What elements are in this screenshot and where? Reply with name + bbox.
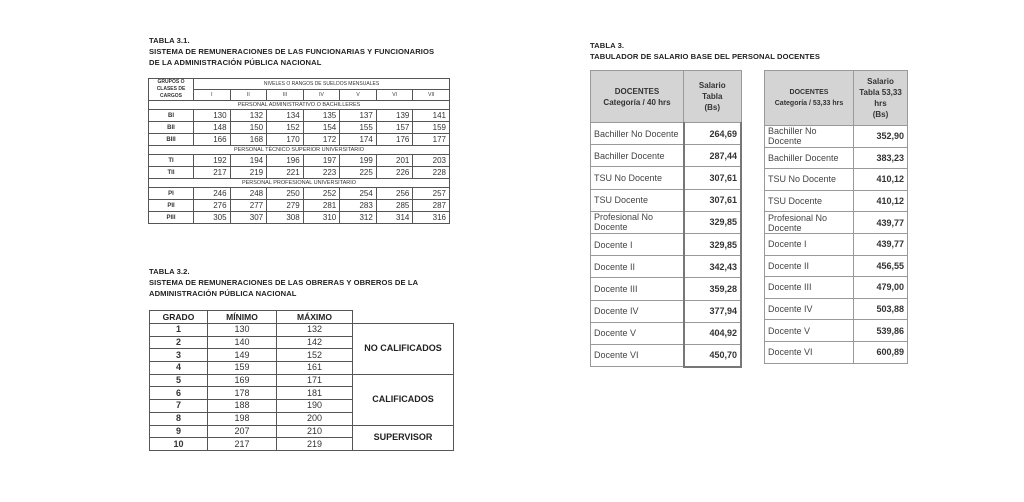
maximo-cell: 142 <box>276 336 352 349</box>
table-row <box>591 300 742 322</box>
header-minimo: MÍNIMO <box>208 311 277 324</box>
salary-cell: 308 <box>267 212 304 224</box>
salary-cell: 150 <box>230 122 267 134</box>
category-cell: SUPERVISOR <box>353 425 454 450</box>
header-salario-line: Salario <box>698 81 726 90</box>
salary-cell: 539,86 <box>854 320 908 342</box>
table-row <box>591 145 742 167</box>
tabla3-5333hrs-table <box>764 70 908 364</box>
maximo-cell: 161 <box>276 362 352 375</box>
salary-cell: 359,28 <box>684 278 742 300</box>
tabla3-caption <box>590 40 820 62</box>
table-row <box>765 190 908 212</box>
salary-cell: 276 <box>194 200 231 212</box>
maximo-cell: 190 <box>276 400 352 413</box>
table-row <box>149 188 450 200</box>
level-header: V <box>340 90 377 101</box>
maximo-cell: 219 <box>276 438 352 451</box>
grado-cell: 8 <box>150 412 208 425</box>
salary-cell: 503,88 <box>854 298 908 320</box>
table-row <box>591 211 742 233</box>
minimo-cell: 159 <box>208 362 277 375</box>
table-row <box>149 167 450 179</box>
category-cell: Docente IV <box>591 300 684 322</box>
salary-cell: 287,44 <box>684 145 742 167</box>
salary-cell: 219 <box>230 167 267 179</box>
salary-cell: 226 <box>376 167 413 179</box>
category-cell: Profesional No Docente <box>591 211 684 233</box>
grado-cell: 2 <box>150 336 208 349</box>
section-title: PERSONAL ADMINISTRATIVO O BACHILLERES <box>149 101 450 110</box>
table-row <box>149 155 450 167</box>
salary-cell: 450,70 <box>684 344 742 366</box>
class-code: TI <box>149 155 194 167</box>
maximo-cell: 181 <box>276 387 352 400</box>
salary-cell: 305 <box>194 212 231 224</box>
maximo-cell: 210 <box>276 425 352 438</box>
minimo-cell: 188 <box>208 400 277 413</box>
salary-cell: 177 <box>413 134 450 146</box>
salary-cell: 159 <box>413 122 450 134</box>
salary-cell: 264,69 <box>684 123 742 145</box>
level-header: VII <box>413 90 450 101</box>
table-row <box>591 167 742 189</box>
salary-cell: 329,85 <box>684 233 742 255</box>
salary-cell: 137 <box>340 110 377 122</box>
salary-cell: 157 <box>376 122 413 134</box>
grado-cell: 1 <box>150 324 208 337</box>
category-cell: NO CALIFICADOS <box>353 324 454 375</box>
levels-header: NIVELES O RANGOS DE SUELDOS MENSUALES <box>194 79 450 90</box>
tabla31-title-line1: SISTEMA DE REMUNERACIONES DE LAS FUNCIONARIAS Y FUNCIONARIOS <box>149 47 435 56</box>
table-row <box>765 341 908 363</box>
tabla32-header-row <box>150 311 454 324</box>
minimo-cell: 140 <box>208 336 277 349</box>
salary-cell: 168 <box>230 134 267 146</box>
table-row <box>150 324 454 337</box>
salary-cell: 307 <box>230 212 267 224</box>
category-cell: Docente I <box>765 233 854 255</box>
maximo-cell: 132 <box>276 324 352 337</box>
header-salario-line: (Bs) <box>872 110 889 119</box>
class-code: BI <box>149 110 194 122</box>
table-row <box>765 212 908 234</box>
salary-cell: 176 <box>376 134 413 146</box>
grado-cell: 7 <box>150 400 208 413</box>
salary-cell: 166 <box>194 134 231 146</box>
maximo-cell: 200 <box>276 412 352 425</box>
table-row <box>149 200 450 212</box>
category-cell: Docente III <box>765 277 854 299</box>
table-row <box>765 277 908 299</box>
header-salario-line: (Bs) <box>704 103 721 112</box>
table-row <box>591 256 742 278</box>
salary-cell: 194 <box>230 155 267 167</box>
tabla32-caption <box>149 266 418 299</box>
salary-cell: 257 <box>413 188 450 200</box>
level-header: IV <box>303 90 340 101</box>
salary-cell: 223 <box>303 167 340 179</box>
salary-cell: 250 <box>267 188 304 200</box>
salary-cell: 221 <box>267 167 304 179</box>
section-row <box>149 146 450 155</box>
salary-cell: 410,12 <box>854 190 908 212</box>
salary-cell: 312 <box>340 212 377 224</box>
table-row <box>765 320 908 342</box>
class-code: PI <box>149 188 194 200</box>
salary-cell: 314 <box>376 212 413 224</box>
header-docentes-5333 <box>765 71 854 126</box>
header-categoria-label: Categoría / 53,33 hrs <box>774 100 844 107</box>
section-row <box>149 101 450 110</box>
salary-cell: 199 <box>340 155 377 167</box>
salary-cell: 377,94 <box>684 300 742 322</box>
salary-cell: 252 <box>303 188 340 200</box>
grado-cell: 9 <box>150 425 208 438</box>
table-row <box>591 233 742 255</box>
tabla32-title-line1: SISTEMA DE REMUNERACIONES DE LAS OBRERAS Y OBREROS DE LA <box>149 278 419 287</box>
salary-cell: 196 <box>267 155 304 167</box>
table-row <box>150 425 454 438</box>
salary-cell: 228 <box>413 167 450 179</box>
category-cell: Bachiller Docente <box>765 147 854 169</box>
grado-cell: 5 <box>150 374 208 387</box>
group-header: GRUPOS O CLASES DE CARGOS <box>149 79 194 101</box>
salary-cell: 410,12 <box>854 169 908 191</box>
tabla31-caption <box>149 35 434 68</box>
category-cell: Bachiller Docente <box>591 145 684 167</box>
header-grado: GRADO <box>150 311 208 324</box>
grado-cell: 10 <box>150 438 208 451</box>
category-cell: Docente II <box>591 256 684 278</box>
table-row <box>150 374 454 387</box>
section-title: PERSONAL PROFESIONAL UNIVERSITARIO <box>149 179 450 188</box>
level-header: I <box>194 90 231 101</box>
header-categoria-label: Categoría / 40 hrs <box>603 97 671 107</box>
salary-cell: 192 <box>194 155 231 167</box>
salary-cell: 316 <box>413 212 450 224</box>
class-code: PIII <box>149 212 194 224</box>
table-row <box>149 134 450 146</box>
salary-cell: 203 <box>413 155 450 167</box>
header-docentes-label: DOCENTES <box>789 89 829 96</box>
section-row <box>149 179 450 188</box>
category-cell: Docente I <box>591 233 684 255</box>
category-cell: Docente IV <box>765 298 854 320</box>
table-row <box>765 126 908 148</box>
grado-cell: 4 <box>150 362 208 375</box>
category-cell: Bachiller No Docente <box>765 126 854 148</box>
header-salario-line: Tabla 53,33 <box>859 88 902 97</box>
table-row <box>765 255 908 277</box>
salary-cell: 130 <box>194 110 231 122</box>
salary-cell: 197 <box>303 155 340 167</box>
tabla3-title: TABULADOR DE SALARIO BASE DEL PERSONAL DOCENTES <box>590 52 820 61</box>
header-salario-5333 <box>854 71 908 126</box>
minimo-cell: 217 <box>208 438 277 451</box>
salary-cell: 281 <box>303 200 340 212</box>
category-cell: Profesional No Docente <box>765 212 854 234</box>
level-header: III <box>267 90 304 101</box>
salary-cell: 170 <box>267 134 304 146</box>
salary-cell: 307,61 <box>684 189 742 211</box>
salary-cell: 135 <box>303 110 340 122</box>
category-cell: Docente II <box>765 255 854 277</box>
salary-cell: 141 <box>413 110 450 122</box>
table-row <box>765 147 908 169</box>
salary-cell: 172 <box>303 134 340 146</box>
salary-cell: 201 <box>376 155 413 167</box>
grado-cell: 6 <box>150 387 208 400</box>
header-maximo: MÁXIMO <box>276 311 352 324</box>
header-salario-line: Tabla <box>702 92 723 101</box>
header-docentes-label: DOCENTES <box>614 86 660 96</box>
tabla32-title-line2: ADMINISTRACIÓN PÚBLICA NACIONAL <box>149 289 297 298</box>
maximo-cell: 152 <box>276 349 352 362</box>
salary-cell: 342,43 <box>684 256 742 278</box>
minimo-cell: 207 <box>208 425 277 438</box>
salary-cell: 139 <box>376 110 413 122</box>
table-row <box>765 233 908 255</box>
table-row <box>591 344 742 366</box>
tabla31-label: TABLA 3.1. <box>149 36 190 45</box>
salary-cell: 279 <box>267 200 304 212</box>
tabla31-title-line2: DE LA ADMINISTRACIÓN PÚBLICA NACIONAL <box>149 58 322 67</box>
salary-cell: 225 <box>340 167 377 179</box>
class-code: BII <box>149 122 194 134</box>
category-cell: Bachiller No Docente <box>591 123 684 145</box>
tabla3-label: TABLA 3. <box>590 41 625 50</box>
salary-cell: 246 <box>194 188 231 200</box>
maximo-cell: 171 <box>276 374 352 387</box>
salary-cell: 254 <box>340 188 377 200</box>
minimo-cell: 130 <box>208 324 277 337</box>
class-code: TII <box>149 167 194 179</box>
salary-cell: 287 <box>413 200 450 212</box>
section-title: PERSONAL TÉCNICO SUPERIOR UNIVERSITARIO <box>149 146 450 155</box>
table-row <box>591 322 742 344</box>
table-row <box>149 110 450 122</box>
tabla31-header-row <box>149 79 450 90</box>
tabla32-label: TABLA 3.2. <box>149 267 190 276</box>
tabla3-40hrs-table <box>590 70 742 368</box>
salary-cell: 310 <box>303 212 340 224</box>
salary-cell: 217 <box>194 167 231 179</box>
minimo-cell: 198 <box>208 412 277 425</box>
header-salario-line: Salario <box>867 77 894 86</box>
salary-cell: 152 <box>267 122 304 134</box>
salary-cell: 283 <box>340 200 377 212</box>
salary-cell: 479,00 <box>854 277 908 299</box>
tabla32-table <box>149 310 454 451</box>
salary-cell: 148 <box>194 122 231 134</box>
grado-cell: 3 <box>150 349 208 362</box>
category-cell: Docente VI <box>591 344 684 366</box>
salary-cell: 132 <box>230 110 267 122</box>
table-row <box>149 122 450 134</box>
salary-cell: 256 <box>376 188 413 200</box>
salary-cell: 404,92 <box>684 322 742 344</box>
salary-cell: 134 <box>267 110 304 122</box>
salary-cell: 600,89 <box>854 341 908 363</box>
salary-cell: 383,23 <box>854 147 908 169</box>
table-row <box>591 278 742 300</box>
table-row <box>591 123 742 145</box>
minimo-cell: 169 <box>208 374 277 387</box>
class-code: PII <box>149 200 194 212</box>
header-salario-line: hrs <box>874 99 887 108</box>
header-salario-40 <box>684 71 742 123</box>
salary-cell: 439,77 <box>854 233 908 255</box>
table-row <box>149 212 450 224</box>
category-cell: TSU No Docente <box>765 169 854 191</box>
category-cell: Docente V <box>765 320 854 342</box>
salary-cell: 307,61 <box>684 167 742 189</box>
salary-cell: 248 <box>230 188 267 200</box>
salary-cell: 439,77 <box>854 212 908 234</box>
level-header: II <box>230 90 267 101</box>
table-row <box>591 189 742 211</box>
category-cell: CALIFICADOS <box>353 374 454 425</box>
level-header: VI <box>376 90 413 101</box>
tabla31-levels-row <box>149 90 450 101</box>
salary-cell: 277 <box>230 200 267 212</box>
category-cell: Docente VI <box>765 341 854 363</box>
salary-cell: 174 <box>340 134 377 146</box>
table-row <box>765 298 908 320</box>
category-cell: Docente V <box>591 322 684 344</box>
header-blank <box>353 311 454 324</box>
table-row <box>765 169 908 191</box>
category-cell: Docente III <box>591 278 684 300</box>
salary-cell: 329,85 <box>684 211 742 233</box>
minimo-cell: 178 <box>208 387 277 400</box>
salary-cell: 155 <box>340 122 377 134</box>
salary-cell: 285 <box>376 200 413 212</box>
category-cell: TSU No Docente <box>591 167 684 189</box>
minimo-cell: 149 <box>208 349 277 362</box>
tabla31-table <box>148 78 450 224</box>
class-code: BIII <box>149 134 194 146</box>
category-cell: TSU Docente <box>765 190 854 212</box>
salary-cell: 154 <box>303 122 340 134</box>
category-cell: TSU Docente <box>591 189 684 211</box>
salary-cell: 352,90 <box>854 126 908 148</box>
header-docentes-40 <box>591 71 684 123</box>
salary-cell: 456,55 <box>854 255 908 277</box>
